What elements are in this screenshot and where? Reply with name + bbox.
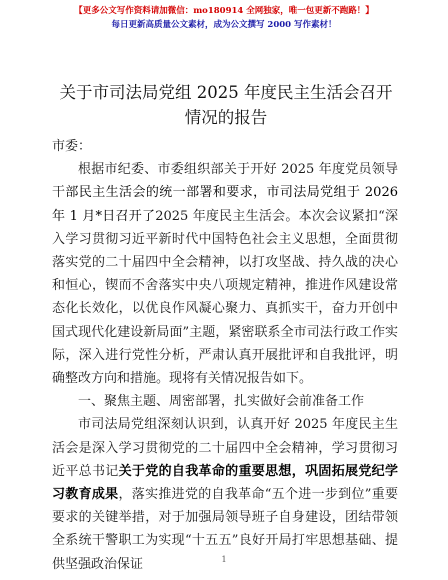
intro-text-a: 根据市纪委、市委组织部关于开好 2025 年度党员领导干	[52, 162, 398, 201]
prep-text-a: 市司法局党组深刻认识到，认真开好 2025 年度民主生活会是深入学习贯彻党的二十届四中全会精神，学习贯彻习近平总书记	[52, 417, 398, 479]
page-number: 1	[221, 555, 227, 564]
paragraph-intro	[52, 158, 398, 390]
salutation: 市委：	[52, 139, 92, 154]
header-banner	[0, 4, 448, 32]
banner-subscription-line: 每日更新高质量公文素材，成为公文撰写 2000 写作素材！	[111, 20, 337, 30]
prep-text-c: ，落实推进党的自我革命“五个进一步到位”重要要求的关键举措，对于加强局领导班子自身建设，团结带领全系统干警职工为实现“十五五”良好开局打牢思想基础、提供坚强政治保证	[52, 487, 398, 572]
prep-text-b: 关于党的自我革命的重要思想，巩固拓展党纪学习教育成果	[52, 463, 398, 503]
intro-text-b: 部民主生活会的统一部署和要求，市司法局党组于 2026 年 1 月*日召开了	[52, 185, 398, 224]
document-body	[52, 133, 398, 576]
paragraph-preparation	[52, 413, 398, 575]
intro-text-c: 2025 年度民主生活会。本次会议紧扣“深入学习贯彻习近平新时代中国特色社会主义思想，全面贯彻落实党的二十届四中全会精神，以打攻坚战、持久战的决心和恒心，锲而不舍落实中央八项规定精神，推进作风建设常态化长效化，以优良作风凝心聚力、真抓实干，奋力开创中国式现代化建设新局面”主题，紧密联系全市司法行政工作实际，深入进行党性分析，严肃认真开展批评和自我批评，明确整改方向和措施。现将有关情况报告如下。	[52, 208, 398, 387]
banner-promo-line: 【更多公文写作资料请加微信：mo180914 全网独家，唯一包更新不跑路！】	[74, 6, 374, 16]
document-title: 关于市司法局党组 2025 年度民主生活会召开情况的报告	[59, 83, 393, 127]
section-heading-1: 一、聚焦主题、周密部署，扎实做好会前准备工作	[78, 394, 365, 410]
